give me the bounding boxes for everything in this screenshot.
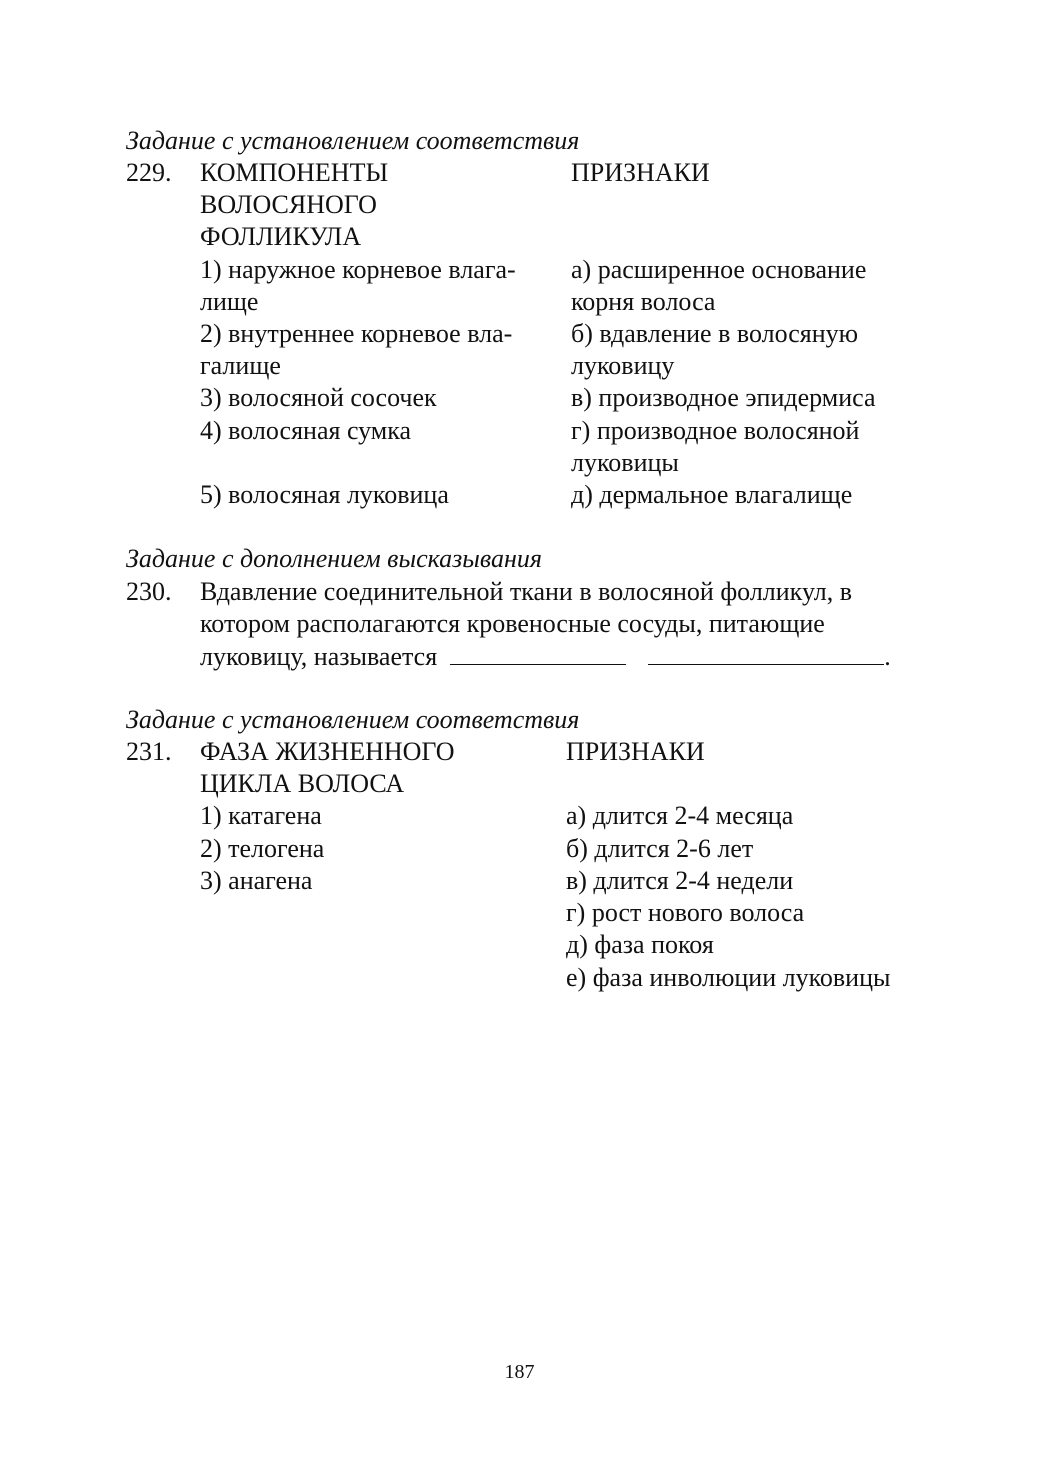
task-230-line-3-text: луковицу, называется — [200, 642, 438, 671]
task-229-right-header: ПРИЗНАКИ — [571, 158, 710, 187]
task-229-right-item: луковицу — [571, 351, 675, 380]
task-229-right-item: в) производное эпидермиса — [571, 383, 876, 412]
task-231-left-header-line-1: ФАЗА ЖИЗНЕННОГО — [200, 737, 455, 766]
task-231-left-item: 2) телогена — [200, 834, 325, 863]
task-229-right-item: д) дермальное влагалище — [571, 480, 853, 509]
task-231-type-label: Задание с установлением соответствия — [126, 705, 580, 734]
task-229-left-header-line-3: ФОЛЛИКУЛА — [200, 222, 362, 251]
page-number: 187 — [504, 1361, 535, 1383]
task-231-right-item: д) фаза покоя — [566, 930, 714, 959]
answer-blank-2[interactable] — [648, 640, 884, 665]
task-229-right-item: г) производное волосяной — [571, 416, 860, 445]
task-229-right-item: а) расширенное основание — [571, 255, 867, 284]
task-229-left-header-line-1: КОМПОНЕНТЫ — [200, 158, 389, 187]
task-229-left-header-line-2: ВОЛОСЯНОГО — [200, 190, 377, 219]
task-229-type-label: Задание с установлением соответствия — [126, 126, 580, 155]
task-231-left-item: 3) анагена — [200, 866, 313, 895]
task-231-left-item: 1) катагена — [200, 801, 322, 830]
task-231-right-item: г) рост нового волоса — [566, 898, 805, 927]
task-229-number: 229. — [126, 158, 172, 187]
task-230-end-mark: . — [884, 642, 891, 671]
task-231-number: 231. — [126, 737, 172, 766]
task-230-line-1: Вдавление соединительной ткани в волосяной фолликул, в — [200, 577, 853, 606]
task-229-left-item: 5) волосяная луковица — [200, 480, 449, 509]
task-229-left-item: 4) волосяная сумка — [200, 416, 412, 445]
task-231-right-item: а) длится 2-4 месяца — [566, 801, 794, 830]
task-231-left-header-line-2: ЦИКЛА ВОЛОСА — [200, 769, 405, 798]
task-230-number: 230. — [126, 577, 172, 606]
task-230-line-3 — [200, 640, 891, 673]
task-231-right-item: в) длится 2-4 недели — [566, 866, 794, 895]
task-229-left-item: 1) наружное корневое влага- — [200, 255, 516, 284]
task-230-type-label: Задание с дополнением высказывания — [126, 544, 542, 573]
task-229-left-item: 2) внутреннее корневое вла- — [200, 319, 513, 348]
task-231-right-item: е) фаза инволюции луковицы — [566, 963, 891, 992]
task-229-left-item: галище — [200, 351, 281, 380]
task-229-right-item: корня волоса — [571, 287, 716, 316]
task-229-left-item: 3) волосяной сосочек — [200, 383, 437, 412]
task-231-right-item: б) длится 2-6 лет — [566, 834, 754, 863]
task-229-right-item: б) вдавление в волосяную — [571, 319, 859, 348]
task-231-right-header: ПРИЗНАКИ — [566, 737, 705, 766]
task-229-left-item: лище — [200, 287, 259, 316]
answer-blank-1[interactable] — [450, 640, 626, 665]
task-229-right-item: луковицы — [571, 448, 679, 477]
task-230-line-2: котором располагаются кровеносные сосуды, питающие — [200, 609, 825, 638]
